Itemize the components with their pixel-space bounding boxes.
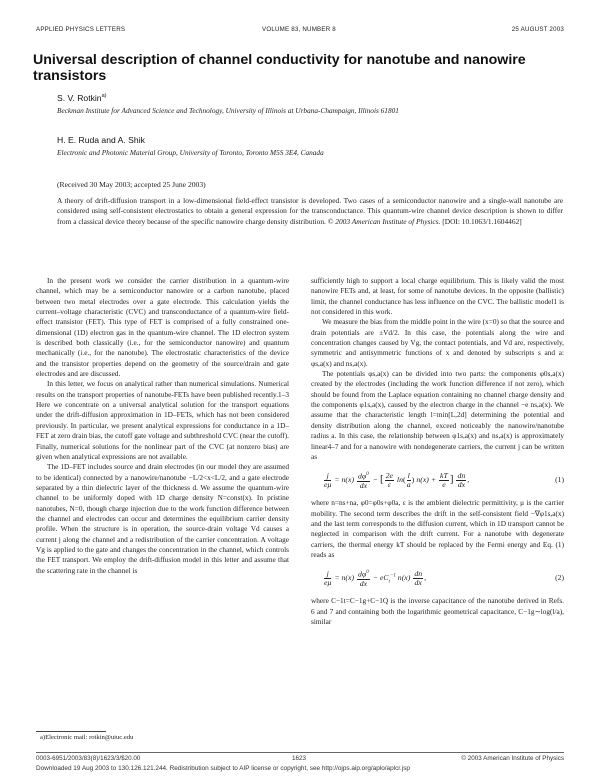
running-header-volume: VOLUME 83, NUMBER 8 [262, 26, 336, 33]
running-header-journal: APPLIED PHYSICS LETTERS [36, 26, 126, 33]
left-paragraph-2: In this letter, we focus on analytical rather than numerical simulations. Numerical results on the transport properties of nanotube-FETs have been published recently.1–3 Here we concentrate on a universal analytical solution for the transport equations under the drift-diffusion approximation in 1D–FETs, which has not been considered previously. In particular, we present analytical expressions for conductance in a 1D–FET at zero drain bias, the cutoff gate voltage and subthreshold CVC (near the cutoff). Finally, numerical solutions for the nonlinear part of the CVC (at nonzero bias) are given when analytical expressions are not available. [36, 379, 289, 461]
footnote-rule [36, 731, 106, 732]
author-1-mark: a) [101, 93, 107, 100]
left-paragraph-1: In the present work we consider the carrier distribution in a quantum-wire channel, which may be a semiconductor nanowire or a carbon nanotube, placed between two metal electrodes over a gate electrode. This calculation yields the current–voltage characteristic (CVC) and transconductance of a quantum-wire field-effect transistor (FET). This type of FET is comprised of a fully constrained one-dimensional (1D) electron gas in the quantum-wire channel. The 1D electron system is described both classically (i.e., for the semiconductor nanowire) and quantum mechanically (i.e., for the nanotube). The electrostatic characteristics of the device and the transistor properties depend on the geometry of the source/drain and gate electrodes and are discussed. [36, 276, 289, 379]
author-2-affiliation: Electronic and Photonic Material Group, University of Toronto, Toronto M5S 3E4, Canada [57, 148, 324, 157]
equation-1 [311, 467, 564, 493]
abstract-doi[interactable]: [DOI: 10.1063/1.1604462] [442, 216, 522, 226]
equation-2-body: $\frac{j}{e\mu}$ = n(x) $\frac{d\varphi^0}{dx}$ − $eC_t^{-1}$ n(x) $\frac{dn}{dx}$ , [324, 569, 427, 588]
equation-2-number: (2) [555, 573, 564, 583]
author-2-name: H. E. Ruda and A. Shik [57, 135, 145, 145]
author-1-affiliation: Beckman Institute for Advanced Science and Technology, University of Illinois at Urbana-Champaign, Illinois 61801 [57, 106, 399, 115]
running-header-date: 25 AUGUST 2003 [511, 26, 564, 33]
right-paragraph-3: The potentials φs,a(x) can be divided into two parts: the components φ0s,a(x) created by the electrodes (including the work function difference if not zero), which should be found from the Laplace equation containing no channel charge density and the components φ1s,a(x), caused by the electron charge in the channel −e ns,a(x). We assume that the characteristic length l=min[L,2d] determining the potential and density distribution along the channel, exceed noticeably the nanowire/nanotube radius a. In this case, the relationship between φ1s,a(x) and ns,a(x) is approximately linear4–7 and for a nanowire with nondegenerate carriers, the current j can be written as [311, 369, 564, 461]
right-paragraph-4: where n=ns+na, φ0=φ0s+φ0a, ε is the ambient dielectric permittivity, μ is the carrier mobility. The second term describes the drift in the self-consistent field −∇φ1s,a(x) and the last term corresponds to the diffusion current, which in 1D transport cannot be neglected in comparison with the drift current. For a nanotube with degenerate carriers, the thermal energy kT should be replaced by the Fermi energy and Eq. (1) reads as [311, 498, 564, 559]
right-column [311, 276, 564, 627]
received-dates: (Received 30 May 2003; accepted 25 June 2003) [57, 180, 206, 189]
right-paragraph-5: where C−1t=C−1g+C−1Q is the inverse capacitance of the nanotube derived in Refs. 6 and 7 and containing both the logarithmic geometrical capacitance, C−1g∼log(l/a), similar [311, 596, 564, 626]
right-paragraph-2: We measure the bias from the middle point in the wire (x=0) so that the source and drain potentials are ±Vd/2. In this case, the potentials along the wire and concentration changes caused by Vg, the contact potentials, and Vd are, respectively, symmetric and antisymmetric functions of x and denoted by subscripts s and a: φs,a(x) and ns,a(x). [311, 317, 564, 368]
paper-title: Universal description of channel conductivity for nanotube and nanowire transistors [33, 52, 526, 84]
bottom-copyright: © 2003 American Institute of Physics [461, 755, 564, 762]
left-column [36, 276, 289, 576]
abstract-copyright: © 2003 American Institute of Physics. [327, 216, 441, 226]
bottom-issn: 0003-6951/2003/83(8)/1623/3/$20.00 [36, 755, 141, 762]
page-number: 1623 [292, 755, 307, 762]
left-paragraph-3: The 1D–FET includes source and drain electrodes (in our model they are assumed to be identical) connected by a nanowire/nanotube −L/2<x<L/2, and a gate electrode separated by a thin dielectric layer of the thickness d. We assume the quantum-wire channel to be uniformly doped with 1D charge density N=const(x). In pristine nanotubes, N=0, though charge injection due to the work function difference between the channel and electrodes can occur and determines the equilibrium carrier density profile. When the structure is in operation, the source-drain voltage Vd causes a current j along the channel and a redistribution of the carrier concentration. A voltage Vg is applied to the gate and changes the concentration in the channel, which controls the FET transport. We employ the drift-diffusion model in this letter and assume that the scattering rate in the channel is [36, 462, 289, 575]
equation-2 [311, 565, 564, 591]
abstract [57, 196, 563, 227]
footnote: a)Electronic mail: rotkin@uiuc.edu [40, 734, 134, 741]
author-1-name: S. V. Rotkin [57, 93, 102, 103]
abstract-text: A theory of drift-diffusion transport in a low-dimensional field-effect transistor is developed. Two cases of a semiconductor nanowire and a single-wall nanotube are considered using self-consistent electrostatics to obtain a general expression for the transconductance. This quantum-wire channel device description is shown to differ from a classical device theory because of the specific nanowire charge density distribution. [57, 196, 563, 226]
equation-1-number: (1) [555, 475, 564, 485]
bottom-rule [36, 752, 564, 753]
author-1 [57, 93, 106, 103]
right-paragraph-1: sufficiently high to support a local charge equilibrium. This is likely valid the most nanowire FETs and, at least, for some of nanotube devices. In the opposite (ballistic) limit, the channel conductance has less influence on the CVC. The ballistic model1 is not considered in this work. [311, 276, 564, 317]
download-notice: Downloaded 19 Aug 2003 to 130.126.121.244. Redistribution subject to AIP license or copyright, see http://ojps.aip.org/aplo/aplcr.jsp [36, 765, 410, 772]
equation-1-body: $\frac{j}{e\mu}$ = n(x) $\frac{d\varphi^0}{dx}$ − [ $\frac{2e}{\varepsilon}$ ln( $\frac{l}{a}$ ) n(x) + $\frac{kT}{e}$ ] $\frac{dn}{dx}$ , [324, 470, 470, 490]
